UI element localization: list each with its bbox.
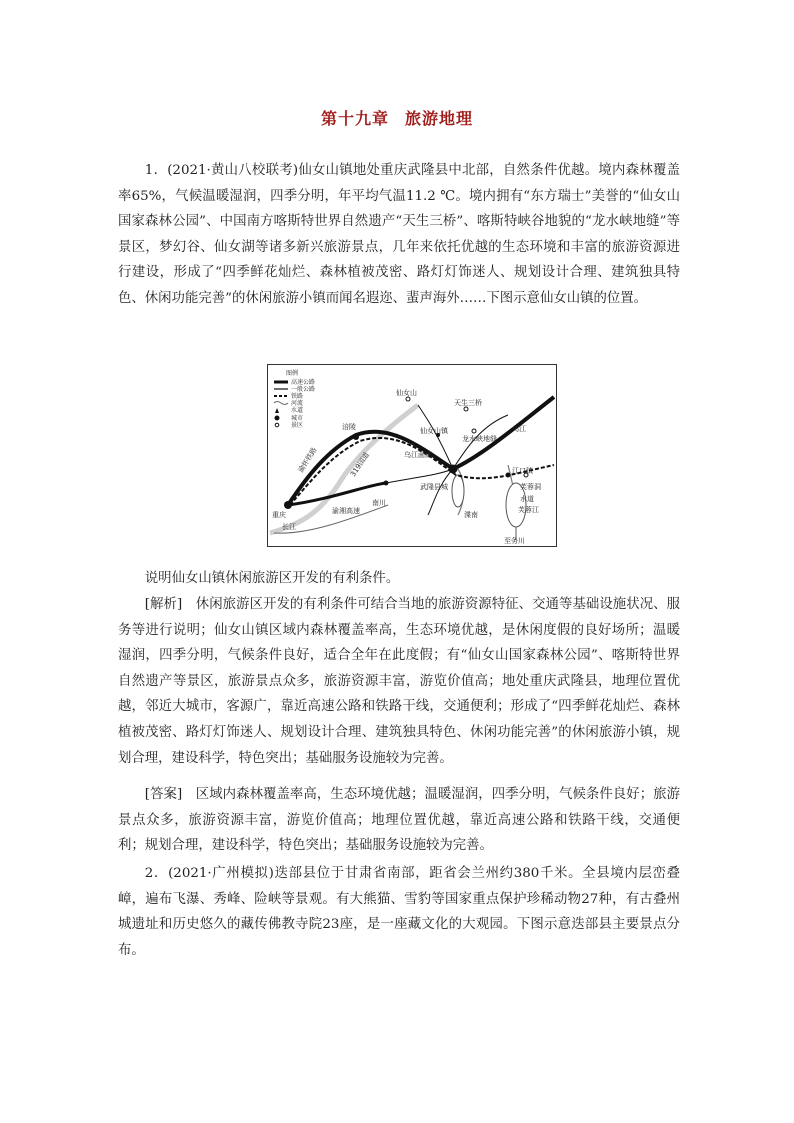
label-g319: 319国道 <box>349 450 371 479</box>
label-chongqing: 重庆 <box>272 511 286 519</box>
label-jiangkou: 江口镇 <box>512 467 533 475</box>
label-daoshui: 渫南 <box>464 511 478 519</box>
label-xiannvshanzhen: 仙女山镇 <box>420 427 448 435</box>
scenic-tiansheng <box>464 407 468 411</box>
city-chongqing <box>284 501 292 509</box>
city-fuling <box>353 434 359 440</box>
label-yuxiang: 渝湘高速 <box>332 507 360 515</box>
label-wujiang: 乌江 <box>512 425 526 433</box>
city-wulong <box>449 465 458 474</box>
map-legend <box>272 368 326 430</box>
scenic-xiannvshan <box>406 397 410 401</box>
label-longshui: 龙水峡地缝 <box>462 435 497 443</box>
analysis-text: 休闲旅游区开发的有利条件可结合当地的旅游资源特征、交通等基础设施状况、服务等进行说明；仙女山镇区域内森林覆盖率高，生态环境优越，是休闲度假的良好场所；温暖湿润，四季分明，气候条件良好，适合全年在此度假；有“仙女山国家森林公园”、喀斯特世界自然遗产等景区，旅游景点众多，旅游资源丰富，游览价值高；地处重庆武隆县，地理位置优越，邻近大城市，客源广，靠近高速公路和铁路干线，交通便利；形成了“四季鲜花灿烂、森林植被茂密、路灯灯饰迷人、规划设计合理、建筑独具特色、休闲功能完善”的休闲旅游小镇，规划合理，建设科学，特色突出；基础服务设施较为完善。 <box>118 597 681 766</box>
analysis-tag: [解析] <box>144 597 183 612</box>
legend-railway: 铁路 <box>291 393 304 400</box>
location-map <box>267 364 557 547</box>
question-1-text: 1．(2021·黄山八校联考)仙女山镇地处重庆武隆县中北部，自然条件优越。境内森林覆盖率65%，气候温暖湿润，四季分明，年平均气温11.2 ℃。境内拥有“东方瑞士”美誉的“仙女山国家森林公园”、中国南方喀斯特世界自然遗产“天生三桥”、喀斯特峡谷地貌的“龙水峡地缝”等景区，梦幻谷、仙女湖等诸多新兴旅游景点，几年来依托优越的生态环境和丰富的旅游资源进行建设，形成了“四季鲜花灿烂、森林植被茂密、路灯灯饰迷人、规划设计合理、建筑独具特色、休闲功能完善”的休闲旅游小镇而闻名遐迩、蜚声海外……下图示意仙女山镇的位置。 <box>118 163 680 306</box>
label-tiansheng: 天生三桥 <box>454 399 482 407</box>
question-1-prompt: 说明仙女山镇休闲旅游区开发的有利条件。 <box>144 571 400 586</box>
label-furongdong: 芙蓉洞 <box>520 483 541 491</box>
scenic-longshui <box>472 429 476 433</box>
answer-text: 区域内森林覆盖率高，生态环境优越；温暖湿润，四季分明，气候条件良好；旅游景点众多，旅游资源丰富，游览价值高；地理位置优越，靠近高速公路和铁路干线，交通便利；规划合理，建设科学，特色突出；基础服务设施较为完善。 <box>118 787 681 854</box>
legend-title: 图例 <box>286 370 299 377</box>
legend-scenic: 景区 <box>291 422 304 429</box>
label-shuidao: 水道 <box>520 495 534 503</box>
legend-expressway: 高速公路 <box>291 379 316 386</box>
label-furongjiang: 芙蓉江 <box>518 506 539 514</box>
label-nanchuan: 南川 <box>372 499 386 507</box>
chapter-topic: 旅游地理 <box>405 109 474 128</box>
label-xiannvshan: 仙女山 <box>396 389 417 397</box>
label-fuling: 涪陵 <box>342 423 356 431</box>
question-2-text: 2．(2021·广州模拟)迭部县位于甘肃省南部，距省会兰州约380千米。全县境内层峦叠嶂，遍布飞瀑、秀峰、险峡等景观。有大熊猫、雪豹等国家重点保护珍稀动物27种，有古叠州城遗址和历史悠久的藏传佛教寺院23座，是一座藏文化的大观园。下图示意迭部县主要景点分布。 <box>118 866 680 958</box>
legend-road: 一般公路 <box>291 386 316 393</box>
label-changjiang: 长江 <box>282 523 296 531</box>
town-jiangkou <box>506 473 511 478</box>
legend-city: 城市 <box>291 415 304 422</box>
answer-block <box>118 782 680 859</box>
legend-waterway: 水道 <box>291 407 304 414</box>
label-wujianghualang: 乌江画廊 <box>404 451 432 459</box>
answer-tag: [答案] <box>144 787 183 802</box>
city-nanchuan <box>384 481 389 486</box>
page-title <box>0 106 794 129</box>
legend-river: 河流 <box>291 400 304 407</box>
chapter-number: 第十九章 <box>320 109 389 128</box>
label-wulong: 武隆县城 <box>420 483 448 491</box>
label-zhiwuchuan: 至务川 <box>504 537 525 545</box>
analysis-block <box>118 592 680 771</box>
label-yuhuai: 渝怀铁路 <box>296 446 319 475</box>
